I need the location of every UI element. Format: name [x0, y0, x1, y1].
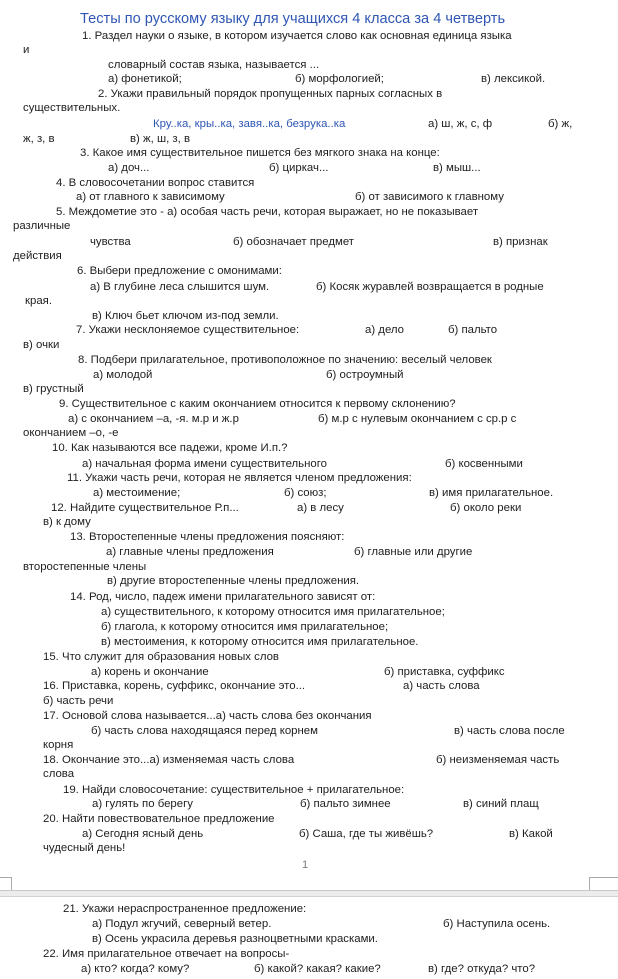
- text-line: 20. Найти повествовательное предложение: [43, 813, 275, 825]
- text-line: 12. Найдите существительное Р.п...: [51, 502, 239, 514]
- text-line: 21. Укажи нераспространенное предложение:: [63, 903, 307, 915]
- text-line: действия: [13, 250, 62, 262]
- text-line: 2. Укажи правильный порядок пропущенных парных согласных в: [98, 88, 443, 100]
- text-line: в) мыш...: [433, 162, 481, 174]
- text-line: различные: [13, 220, 71, 232]
- text-line: б) глагола, к которому относится имя прилагательное;: [101, 621, 389, 633]
- text-line: 17. Основой слова называется...а) часть слова без окончания: [43, 710, 372, 722]
- text-line: 8. Подбери прилагательное, противоположное по значению: веселый человек: [78, 354, 492, 366]
- text-line: б) Косяк журавлей возвращается в родные: [316, 281, 544, 293]
- text-line: края.: [25, 295, 52, 307]
- text-line: б) главные или другие: [354, 546, 473, 558]
- text-line: б) часть речи: [43, 695, 114, 707]
- text-line: в) имя прилагательное.: [429, 487, 554, 499]
- text-line: а) корень и окончание: [91, 666, 209, 678]
- text-line: б) косвенными: [445, 458, 523, 470]
- document-title: Тесты по русскому языку для учащихся 4 класса за 4 четверть: [80, 11, 506, 27]
- text-line: 11. Укажи часть речи, которая не является членом предложения:: [67, 472, 412, 484]
- text-line: в) признак: [493, 236, 548, 248]
- text-line: а) от главного к зависимому: [76, 191, 225, 203]
- text-line: а) гулять по берегу: [92, 798, 193, 810]
- text-line: и: [23, 44, 30, 56]
- text-line: в) другие второстепенные члены предложения.: [107, 575, 360, 587]
- text-line: 19. Найди словосочетание: существительное + прилагательное:: [63, 784, 405, 796]
- text-line: в) Какой: [509, 828, 553, 840]
- text-line: б) неизменяемая часть: [436, 754, 560, 766]
- page-corner-left: [0, 877, 12, 891]
- text-line: существительных.: [23, 102, 121, 114]
- text-line: в) местоимения, к которому относится имя прилагательное.: [101, 636, 419, 648]
- text-line: в) где? откуда? что?: [428, 963, 536, 975]
- text-line: в) очки: [23, 339, 60, 351]
- text-line: в) часть слова после: [454, 725, 565, 737]
- text-line: чудесный день!: [43, 842, 126, 854]
- text-line: а) Сегодня ясный день: [82, 828, 204, 840]
- text-line: а) молодой: [93, 369, 153, 381]
- text-line: а) фонетикой;: [108, 73, 182, 85]
- text-line: 5. Междометие это - а) особая часть речи, которая выражает, но не показывает: [56, 206, 479, 218]
- text-line: второстепенные члены: [23, 561, 147, 573]
- text-line: 4. В словосочетании вопрос ставится: [56, 177, 255, 189]
- text-line: в) ж, ш, з, в: [130, 133, 191, 145]
- text-line: в) синий плащ: [463, 798, 539, 810]
- text-line: б) союз;: [284, 487, 327, 499]
- text-line: чувства: [90, 236, 131, 248]
- text-line: б) Саша, где ты живёшь?: [299, 828, 434, 840]
- text-line: в) Осень украсила деревья разноцветными красками.: [92, 933, 378, 945]
- text-line: 7. Укажи несклоняемое существительное:: [76, 324, 300, 336]
- text-line: а) В глубине леса слышится шум.: [90, 281, 270, 293]
- text-line: б) от зависимого к главному: [355, 191, 504, 203]
- text-line: корня: [43, 739, 74, 751]
- text-line: в) лексикой.: [481, 73, 546, 85]
- text-line: а) часть слова: [403, 680, 480, 692]
- text-line: а) с окончанием –а, -я. м.р и ж.р: [68, 413, 239, 425]
- text-line: ж, з, в: [23, 133, 55, 145]
- text-line: б) Наступила осень.: [443, 918, 551, 930]
- text-line: а) главные члены предложения: [106, 546, 274, 558]
- text-line: окончанием –о, -е: [23, 427, 119, 439]
- text-line: 16. Приставка, корень, суффикс, окончание это...: [43, 680, 306, 692]
- text-line: а) существительного, к которому относится имя прилагательное;: [101, 606, 445, 618]
- page-corner-right: [589, 877, 618, 891]
- text-line: а) доч...: [108, 162, 150, 174]
- text-line: 18. Окончание это...а) изменяемая часть слова: [43, 754, 295, 766]
- text-line: 15. Что служит для образования новых слов: [43, 651, 279, 663]
- text-line: б) какой? какая? какие?: [254, 963, 381, 975]
- text-line: 22. Имя прилагательное отвечает на вопросы-: [43, 948, 290, 960]
- text-line: а) кто? когда? кому?: [81, 963, 190, 975]
- text-line: словарный состав языка, называется ...: [108, 59, 320, 71]
- text-line: б) часть слова находящаяся перед корнем: [91, 725, 318, 737]
- text-line: а) ш, ж, с, ф: [428, 118, 493, 130]
- text-line: в) к дому: [43, 516, 91, 528]
- text-line: в) грустный: [23, 383, 84, 395]
- text-line: 1. Раздел науки о языке, в котором изучается слово как основная единица языка: [82, 30, 512, 42]
- text-line: б) пальто: [448, 324, 498, 336]
- text-line: б) м.р с нулевым окончанием с ср.р с: [318, 413, 517, 425]
- text-line: в) Ключ бьет ключом из-под земли.: [92, 310, 279, 322]
- text-line: б) остроумный: [326, 369, 404, 381]
- text-line: б) ж,: [548, 118, 573, 130]
- text-line: а) дело: [365, 324, 405, 336]
- text-line: б) приставка, суффикс: [384, 666, 505, 678]
- text-line: а) начальная форма имени существительного: [82, 458, 327, 470]
- text-line: а) местоимение;: [93, 487, 181, 499]
- text-line: 6. Выбери предложение с омонимами:: [77, 265, 282, 277]
- text-line: 13. Второстепенные члены предложения поясняют:: [70, 531, 345, 543]
- page-break: [0, 890, 618, 897]
- text-line: б) циркач...: [269, 162, 329, 174]
- text-line: б) пальто зимнее: [300, 798, 391, 810]
- text-line: а) Подул жгучий, северный ветер.: [92, 918, 272, 930]
- text-line: слова: [43, 768, 75, 780]
- text-line: 10. Как называются все падежи, кроме И.п.?: [52, 442, 288, 454]
- text-line: б) морфологией;: [295, 73, 384, 85]
- inline-words: Кру..ка, кры..ка, завя..ка, безрука..ка: [153, 118, 346, 130]
- text-line: а) в лесу: [297, 502, 344, 514]
- text-line: 9. Существительное с каким окончанием относится к первому склонению?: [59, 398, 456, 410]
- text-line: б) около реки: [450, 502, 522, 514]
- text-line: 14. Род, число, падеж имени прилагательного зависят от:: [70, 591, 376, 603]
- page-number: 1: [302, 859, 309, 871]
- text-line: 3. Какое имя существительное пишется без мягкого знака на конце:: [80, 147, 440, 159]
- text-line: б) обозначает предмет: [233, 236, 354, 248]
